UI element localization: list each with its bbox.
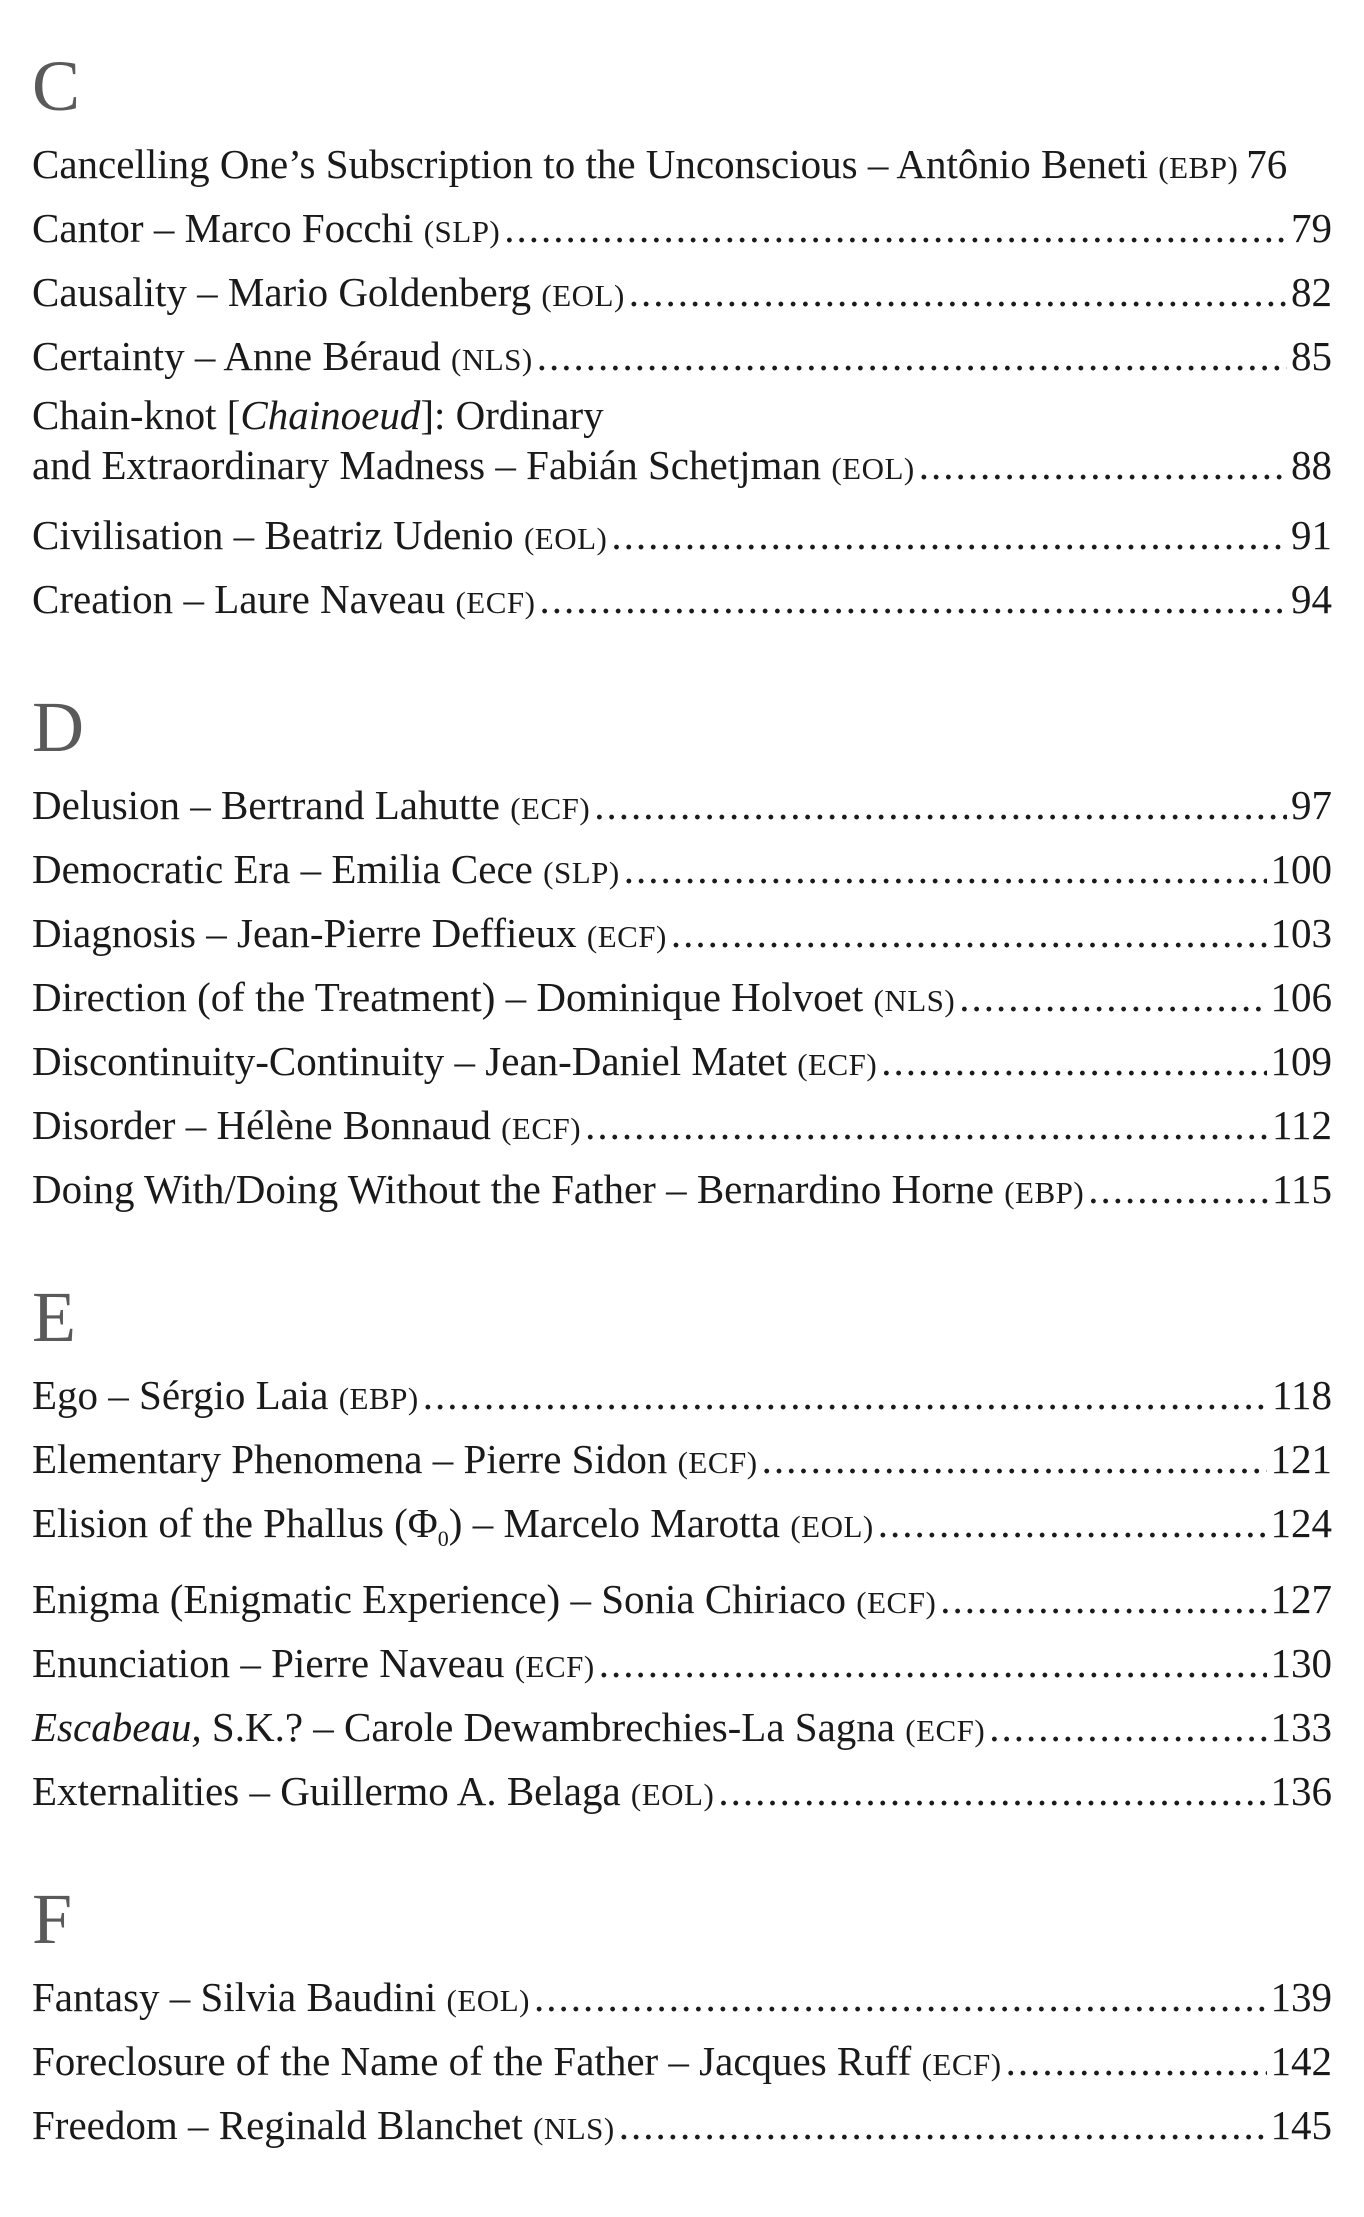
entry-page: 82 (1291, 269, 1332, 315)
entry-title: Democratic Era (32, 846, 291, 892)
entry-author: Sérgio Laia (139, 1372, 329, 1418)
dot-leader (629, 262, 1287, 323)
entry-author: Reginald Blanchet (218, 2102, 523, 2149)
dot-leader (537, 326, 1287, 387)
toc-entry[interactable]: Direction (of the Treatment) – Dominique Holvoet (NLS) ..... 106 (32, 967, 1332, 1031)
entry-society: (ECF) (905, 1713, 986, 1749)
entry-society: (NLS) (533, 2111, 615, 2147)
phallus-subscript: 0 (437, 1526, 449, 1552)
section-c (32, 46, 1332, 633)
entry-title: Ego (32, 1372, 99, 1418)
entry-title: Cancelling One’s Subscription to the Unconscious (32, 141, 858, 187)
entry-author: Sonia Chiriaco (601, 1576, 847, 1623)
entry-title: Elementary Phenomena (32, 1436, 423, 1482)
dot-leader (534, 1967, 1267, 2028)
toc-entry[interactable]: Escabeau, S.K.? – Carole Dewambrechies-La Sagna (ECF) ..... 133 (32, 1697, 1332, 1761)
toc-entry[interactable]: Certainty – Anne Béraud (NLS) ..... 85 (32, 326, 1332, 390)
toc-entry[interactable]: Diagnosis – Jean-Pierre Deffieux (ECF) ..... 103 (32, 903, 1332, 967)
entry-title: Externalities (32, 1768, 240, 1815)
dot-leader (504, 198, 1287, 259)
section-f (32, 1879, 1332, 2159)
entry-society: (EOL) (630, 1777, 715, 1813)
section-e (32, 1277, 1332, 1825)
entry-society: (ECF) (514, 1649, 595, 1685)
entry-page: 88 (1291, 442, 1332, 488)
entry-title: Certainty (32, 333, 185, 379)
toc-entry[interactable]: Discontinuity-Continuity – Jean-Daniel Matet (ECF) ..... 109 (32, 1031, 1332, 1095)
toc-entry[interactable]: Democratic Era – Emilia Cece (SLP) ..... 100 (32, 839, 1332, 903)
entry-author: Jean-Daniel Matet (485, 1038, 787, 1084)
toc-entry[interactable]: Enunciation – Pierre Naveau (ECF) ..... 130 (32, 1633, 1332, 1697)
entry-title: Doing With/Doing Without the Father (32, 1166, 656, 1212)
dot-leader (594, 775, 1287, 836)
section-letter: E (32, 1277, 76, 1357)
entry-title: Fantasy (32, 1974, 160, 2021)
entry-title: Causality (32, 269, 187, 315)
dot-leader (919, 440, 1287, 490)
entry-title: Delusion (32, 782, 181, 828)
entry-title-line2: and Extraordinary Madness (32, 442, 486, 488)
entry-author: Laure Naveau (214, 576, 446, 622)
entry-title: Direction (of the Treatment) (32, 974, 496, 1020)
entry-title: Enunciation (32, 1640, 231, 1687)
entry-title: Creation (32, 576, 174, 622)
toc-entry[interactable]: Elementary Phenomena – Pierre Sidon (ECF) ..... 121 (32, 1429, 1332, 1493)
entry-title: Foreclosure of the Name of the Father (32, 2038, 659, 2085)
entry-author: Carole Dewambrechies-La Sagna (344, 1704, 895, 1751)
entry-author: Antônio Beneti (896, 141, 1149, 187)
entry-page: 79 (1291, 205, 1332, 251)
entry-author: Anne Béraud (223, 333, 441, 379)
entry-title: Elision of the Phallus $(\Phi_0)$ (32, 1500, 463, 1552)
section-letter: F (32, 1879, 73, 1960)
entry-author: Marco Focchi (184, 205, 414, 251)
entry-title: Escabeau, S.K.? (32, 1704, 304, 1751)
entry-society: (NLS) (451, 342, 533, 377)
entry-page: 94 (1291, 576, 1332, 622)
dot-leader (611, 505, 1287, 566)
entry-society: (ECF) (586, 919, 667, 954)
entry-society: (SLP) (423, 214, 501, 249)
dot-leader (878, 1493, 1267, 1554)
entry-author: Bernardino Horne (696, 1166, 994, 1212)
toc-entry[interactable]: Cancelling One’s Subscription to the Unconscious – Antônio Beneti (EBP) 76 (32, 134, 1332, 198)
entry-society: (ECF) (455, 585, 536, 620)
dot-leader (671, 903, 1267, 964)
entry-society: (EBP) (1004, 1175, 1085, 1210)
dot-leader (1006, 2031, 1267, 2092)
section-d (32, 687, 1332, 1223)
entry-author: Fabián Schetjman (526, 442, 822, 488)
entry-author: Dominique Holvoet (536, 974, 864, 1020)
toc-entry[interactable]: Ego – Sérgio Laia (EBP) ..... 118 (32, 1365, 1332, 1429)
entry-page: 115 (1272, 1166, 1332, 1212)
entry-page: 130 (1270, 1640, 1332, 1687)
section-letter: D (32, 687, 84, 767)
entry-society: (EBP) (1158, 150, 1239, 185)
entry-page: 97 (1291, 782, 1332, 828)
entry-author: Emilia Cece (331, 846, 533, 892)
entry-society: (ECF) (921, 2047, 1002, 2083)
entry-page: 109 (1270, 1038, 1332, 1084)
entry-title: Diagnosis (32, 910, 196, 956)
entry-society: (EOL) (790, 1509, 874, 1544)
toc-entry[interactable]: Cantor – Marco Focchi (SLP) ..... 79 (32, 198, 1332, 262)
dot-leader (423, 1365, 1268, 1426)
entry-society: (EOL) (541, 278, 625, 313)
entry-society: (ECF) (797, 1047, 878, 1082)
entry-society: (SLP) (543, 855, 620, 890)
dot-leader (1088, 1159, 1268, 1220)
italic-term: Chainoeud (240, 392, 421, 438)
dot-leader (624, 839, 1267, 900)
entry-society: (ECF) (677, 1445, 758, 1480)
entry-page: 121 (1270, 1436, 1332, 1482)
entry-page: 124 (1270, 1500, 1332, 1546)
entry-title: Cantor (32, 205, 144, 251)
toc-entry[interactable]: Enigma (Enigmatic Experience) – Sonia Chiriaco (ECF) ..... 127 (32, 1569, 1332, 1633)
entry-page: 112 (1272, 1102, 1332, 1148)
entry-page: 118 (1272, 1372, 1332, 1418)
entry-society: (EOL) (831, 451, 915, 486)
entry-author: Marcelo Marotta (503, 1500, 781, 1546)
entry-author: Jacques Ruff (699, 2038, 912, 2085)
entry-society: (ECF) (856, 1585, 937, 1621)
section-letter: C (32, 46, 81, 126)
entry-title: Civilisation (32, 512, 224, 558)
entry-title: Enigma (Enigmatic Experience) (32, 1576, 561, 1623)
entry-page: 85 (1291, 333, 1332, 379)
toc-entry[interactable]: Chain-knot [Chainoeud]: Ordinary and Extraordinary Madness – Fabián Schetjman (EOL) ..... 88 (32, 390, 1332, 494)
toc-entry[interactable]: Fantasy – Silvia Baudini (EOL) ..... 139 (32, 1967, 1332, 2031)
entry-page: 91 (1291, 512, 1332, 558)
entry-author: Guillermo A. Belaga (280, 1768, 621, 1815)
toc-entry[interactable]: Disorder – Hélène Bonnaud (ECF) ..... 112 (32, 1095, 1332, 1159)
toc-entry[interactable]: Delusion – Bertrand Lahutte (ECF) ..... 97 (32, 775, 1332, 839)
entry-society: (EBP) (338, 1381, 419, 1416)
toc-entry[interactable]: Freedom – Reginald Blanchet (NLS) ..... 145 (32, 2095, 1332, 2159)
entry-page: 133 (1270, 1704, 1332, 1751)
dot-leader (881, 1031, 1266, 1092)
entry-author: Bertrand Lahutte (221, 782, 500, 828)
dot-leader (762, 1429, 1267, 1490)
entry-title: Discontinuity-Continuity (32, 1038, 445, 1084)
entry-author: Beatriz Udenio (264, 512, 514, 558)
entry-page: 100 (1270, 846, 1332, 892)
table-of-contents (32, 40, 1332, 2217)
dot-leader (989, 1697, 1266, 1758)
entry-page: 106 (1270, 974, 1332, 1020)
dot-leader (959, 967, 1266, 1028)
toc-entry[interactable]: Creation – Laure Naveau (ECF) ..... 94 (32, 569, 1332, 633)
entry-page: 145 (1270, 2102, 1332, 2149)
dot-leader (619, 2095, 1267, 2156)
entry-author: Pierre Naveau (271, 1640, 505, 1687)
dot-leader (940, 1569, 1266, 1630)
toc-entry[interactable]: Foreclosure of the Name of the Father – Jacques Ruff (ECF) ..... 142 (32, 2031, 1332, 2095)
entry-page: 127 (1270, 1576, 1332, 1623)
dot-leader (718, 1761, 1266, 1822)
entry-page: 76 (1246, 141, 1288, 187)
dot-leader (539, 569, 1287, 630)
toc-entry[interactable]: Causality – Mario Goldenberg (EOL) ..... 82 (32, 262, 1332, 326)
entry-author: Hélène Bonnaud (216, 1102, 491, 1148)
entry-society: (EOL) (446, 1983, 530, 2019)
entry-page: 139 (1270, 1974, 1332, 2021)
entry-society: (ECF) (501, 1111, 582, 1146)
entry-author: Jean-Pierre Deffieux (237, 910, 577, 956)
dot-leader (599, 1633, 1267, 1694)
dot-leader (585, 1095, 1268, 1156)
entry-page: 103 (1270, 910, 1332, 956)
entry-author: Silvia Baudini (200, 1974, 437, 2021)
entry-author: Pierre Sidon (463, 1436, 668, 1482)
entry-title: Disorder (32, 1102, 176, 1148)
entry-title-line1: Chain-knot [Chainoeud]: Ordinary (32, 392, 604, 438)
entry-society: (EOL) (523, 521, 608, 556)
toc-entry[interactable]: Elision of the Phallus $(\Phi_0)$ – Marcelo Marotta (EOL) ..... 124 (32, 1493, 1332, 1569)
entry-author: Mario Goldenberg (227, 269, 532, 315)
toc-entry[interactable]: Doing With/Doing Without the Father – Bernardino Horne (EBP) ..... 115 (32, 1159, 1332, 1223)
entry-page: 136 (1270, 1768, 1332, 1815)
toc-entry[interactable]: Externalities – Guillermo A. Belaga (EOL) ..... 136 (32, 1761, 1332, 1825)
entry-society: (NLS) (873, 983, 956, 1018)
entry-title: Freedom (32, 2102, 178, 2149)
entry-page: 142 (1270, 2038, 1332, 2085)
toc-entry[interactable]: Civilisation – Beatriz Udenio (EOL) ..... 91 (32, 505, 1332, 569)
entry-society: (ECF) (510, 791, 591, 826)
